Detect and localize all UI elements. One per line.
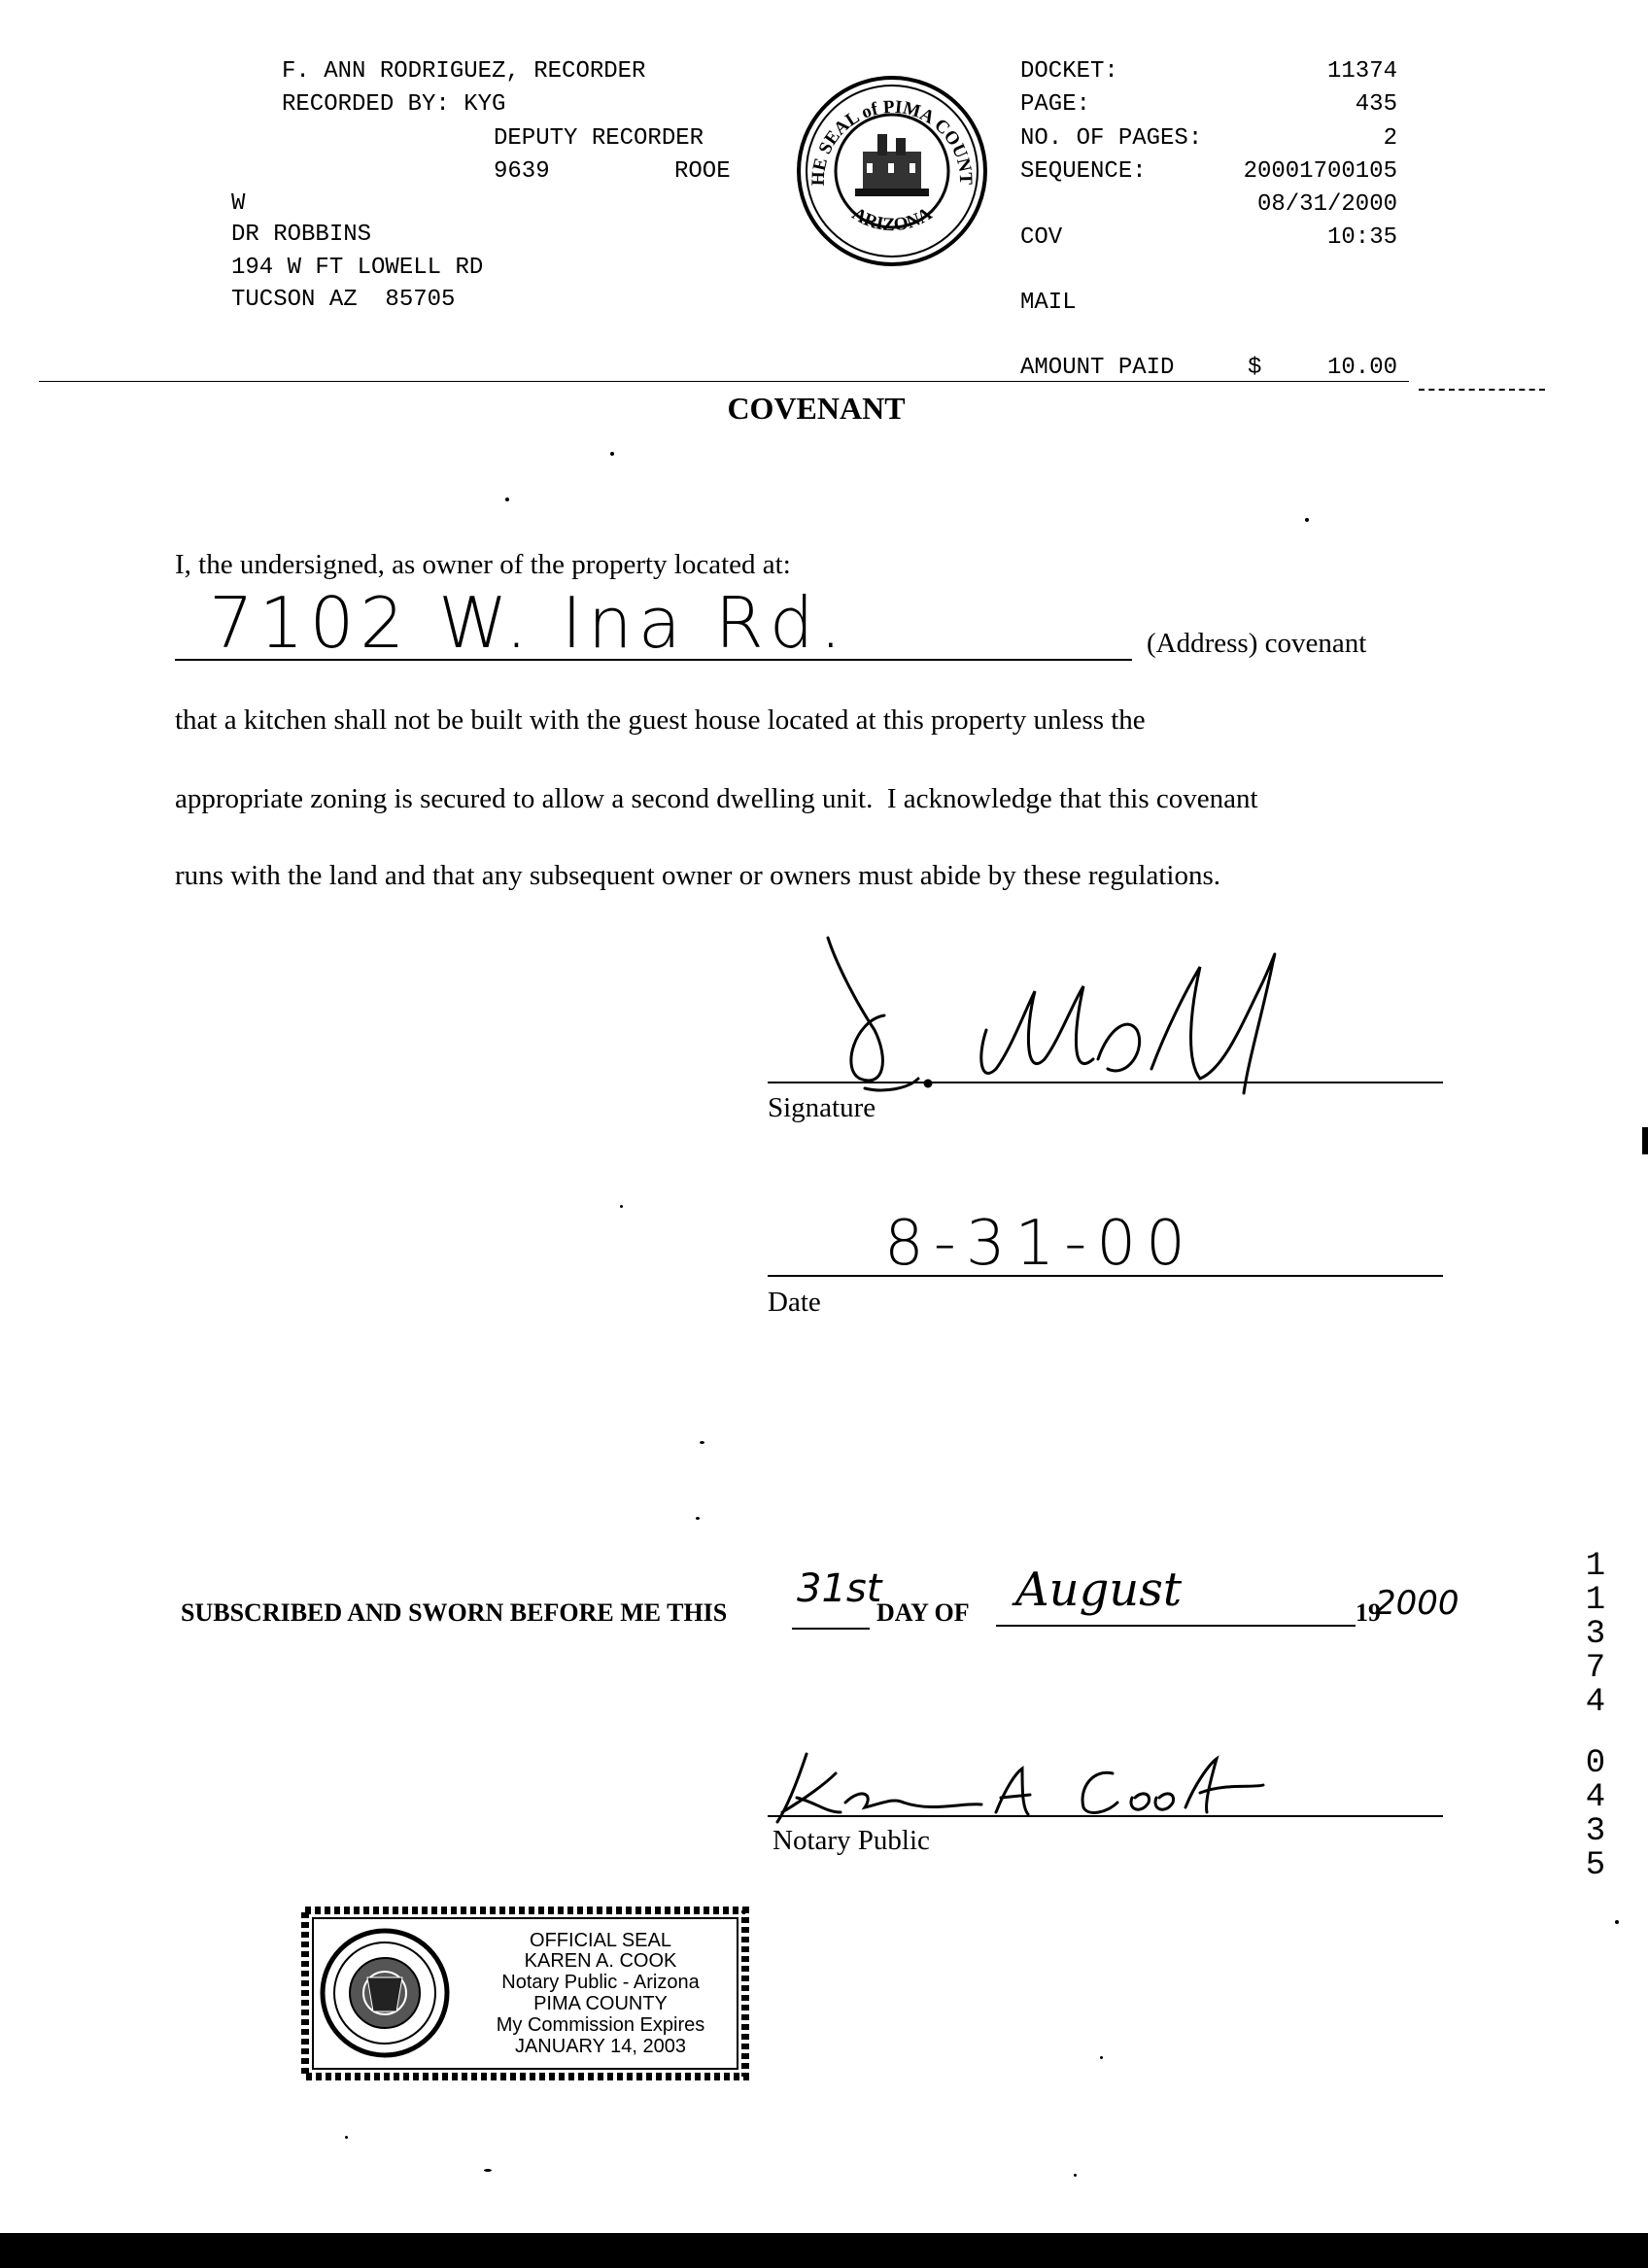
scan-speck [610,452,614,456]
signature-label: Signature [768,1092,876,1123]
pages-label: NO. OF PAGES: [1020,125,1203,152]
margin-digit: 1 [1585,1548,1606,1585]
notary-official-seal [299,1905,751,2082]
scan-speck [1615,1920,1619,1924]
sworn-day: 31st [797,1566,882,1611]
address-suffix: (Address) covenant [1147,628,1367,659]
deputy-title: DEPUTY RECORDER [494,125,704,152]
scan-speck [1305,518,1309,522]
notary-signature [768,1744,1273,1832]
margin-stamp [1579,1550,1612,1883]
scan-bottom-edge [0,2233,1648,2268]
header-divider-dashed [1419,389,1545,391]
body-line-3: runs with the land and that any subsequent owner or owners must abide by these regulations. [175,860,1220,891]
page-value: 435 [1355,91,1397,118]
handwritten-address: 7102 W. Ina Rd. [209,582,848,664]
deputy-id: 9639 [494,158,550,185]
scan-speck [505,498,509,501]
page-label: PAGE: [1020,91,1091,118]
sworn-year-prefix: 19 [1356,1598,1381,1627]
pima-county-seal [795,74,989,268]
intro-line: I, the undersigned, as owner of the property located at: [175,549,791,580]
sworn-month-line [996,1625,1356,1627]
margin-digit: 7 [1585,1650,1606,1687]
w-code: W [231,190,246,217]
scan-speck [620,1205,623,1208]
pages-value: 2 [1383,125,1397,152]
stamp-line-6: JANUARY 14, 2003 [514,2036,687,2057]
address-line [175,659,1132,661]
sworn-year: 2000 [1375,1584,1459,1623]
owner-signature [816,923,1302,1108]
sworn-month: August [1015,1563,1183,1617]
scan-speck [484,2169,492,2172]
stamp-line-2: KAREN A. COOK [524,1950,677,1972]
recorder-name: F. ANN RODRIGUEZ, RECORDER [282,58,646,85]
margin-digit: 3 [1585,1813,1606,1850]
cov-label: COV [1020,224,1063,251]
scan-speck [1100,2056,1103,2059]
notary-line [768,1815,1443,1817]
addressee-name: DR ROBBINS [231,222,372,248]
document-title: COVENANT [727,391,906,426]
record-time: 10:35 [1326,224,1397,251]
svg-text:THE SEAL of PIMA COUNTY: HE SEAL of PIMA COUNT [807,96,977,187]
amount-currency: $ [1248,355,1262,381]
sequence-value: 20001700105 [1243,158,1397,185]
sequence-label: SEQUENCE: [1020,158,1147,185]
stamp-line-5: My Commission Expires [496,2014,705,2036]
date-label: Date [768,1287,821,1318]
scan-speck [696,1517,700,1520]
sworn-text: SUBSCRIBED AND SWORN BEFORE ME THIS [181,1598,728,1627]
sworn-day-line [792,1628,870,1630]
margin-digit: 5 [1585,1847,1606,1884]
signature-line [768,1082,1443,1083]
addressee-street: 194 W FT LOWELL RD [231,255,484,281]
mail-label: MAIL [1020,290,1077,316]
date-line [768,1275,1443,1277]
scan-speck [700,1441,704,1444]
record-date: 08/31/2000 [1256,191,1397,218]
amount-value: 10.00 [1326,355,1397,381]
scan-right-mark [1642,1127,1648,1154]
addressee-city: TUCSON AZ 85705 [231,287,456,313]
amount-label: AMOUNT PAID [1020,355,1175,381]
docket-label: DOCKET: [1020,58,1118,85]
recorded-by: RECORDED BY: KYG [282,91,506,118]
notary-label: Notary Public [772,1825,930,1856]
stamp-line-4: PIMA COUNTY [533,1993,668,2014]
stamp-line-3: Notary Public - Arizona [501,1972,700,1993]
svg-text:ARIZONA: ARIZONA [848,203,936,236]
header-divider [39,381,1409,382]
body-line-1: that a kitchen shall not be built with the guest house located at this property unless the [175,704,1146,736]
docket-value: 11374 [1326,58,1397,85]
margin-digit: 4 [1585,1684,1606,1721]
sworn-day-of: DAY OF [876,1598,970,1627]
handwritten-date: 8-31-00 [884,1208,1195,1280]
body-line-2: appropriate zoning is secured to allow a second dwelling unit. I acknowledge that this covenant [175,783,1258,814]
scan-speck [1074,2174,1077,2177]
margin-digit: 0 [1585,1745,1606,1782]
margin-digit: 4 [1585,1779,1606,1816]
deputy-code: ROOE [674,158,731,185]
margin-digit: 3 [1585,1616,1606,1653]
stamp-line-1: OFFICIAL SEAL [530,1930,671,1951]
margin-digit: 1 [1585,1582,1606,1619]
scan-speck [345,2136,348,2139]
